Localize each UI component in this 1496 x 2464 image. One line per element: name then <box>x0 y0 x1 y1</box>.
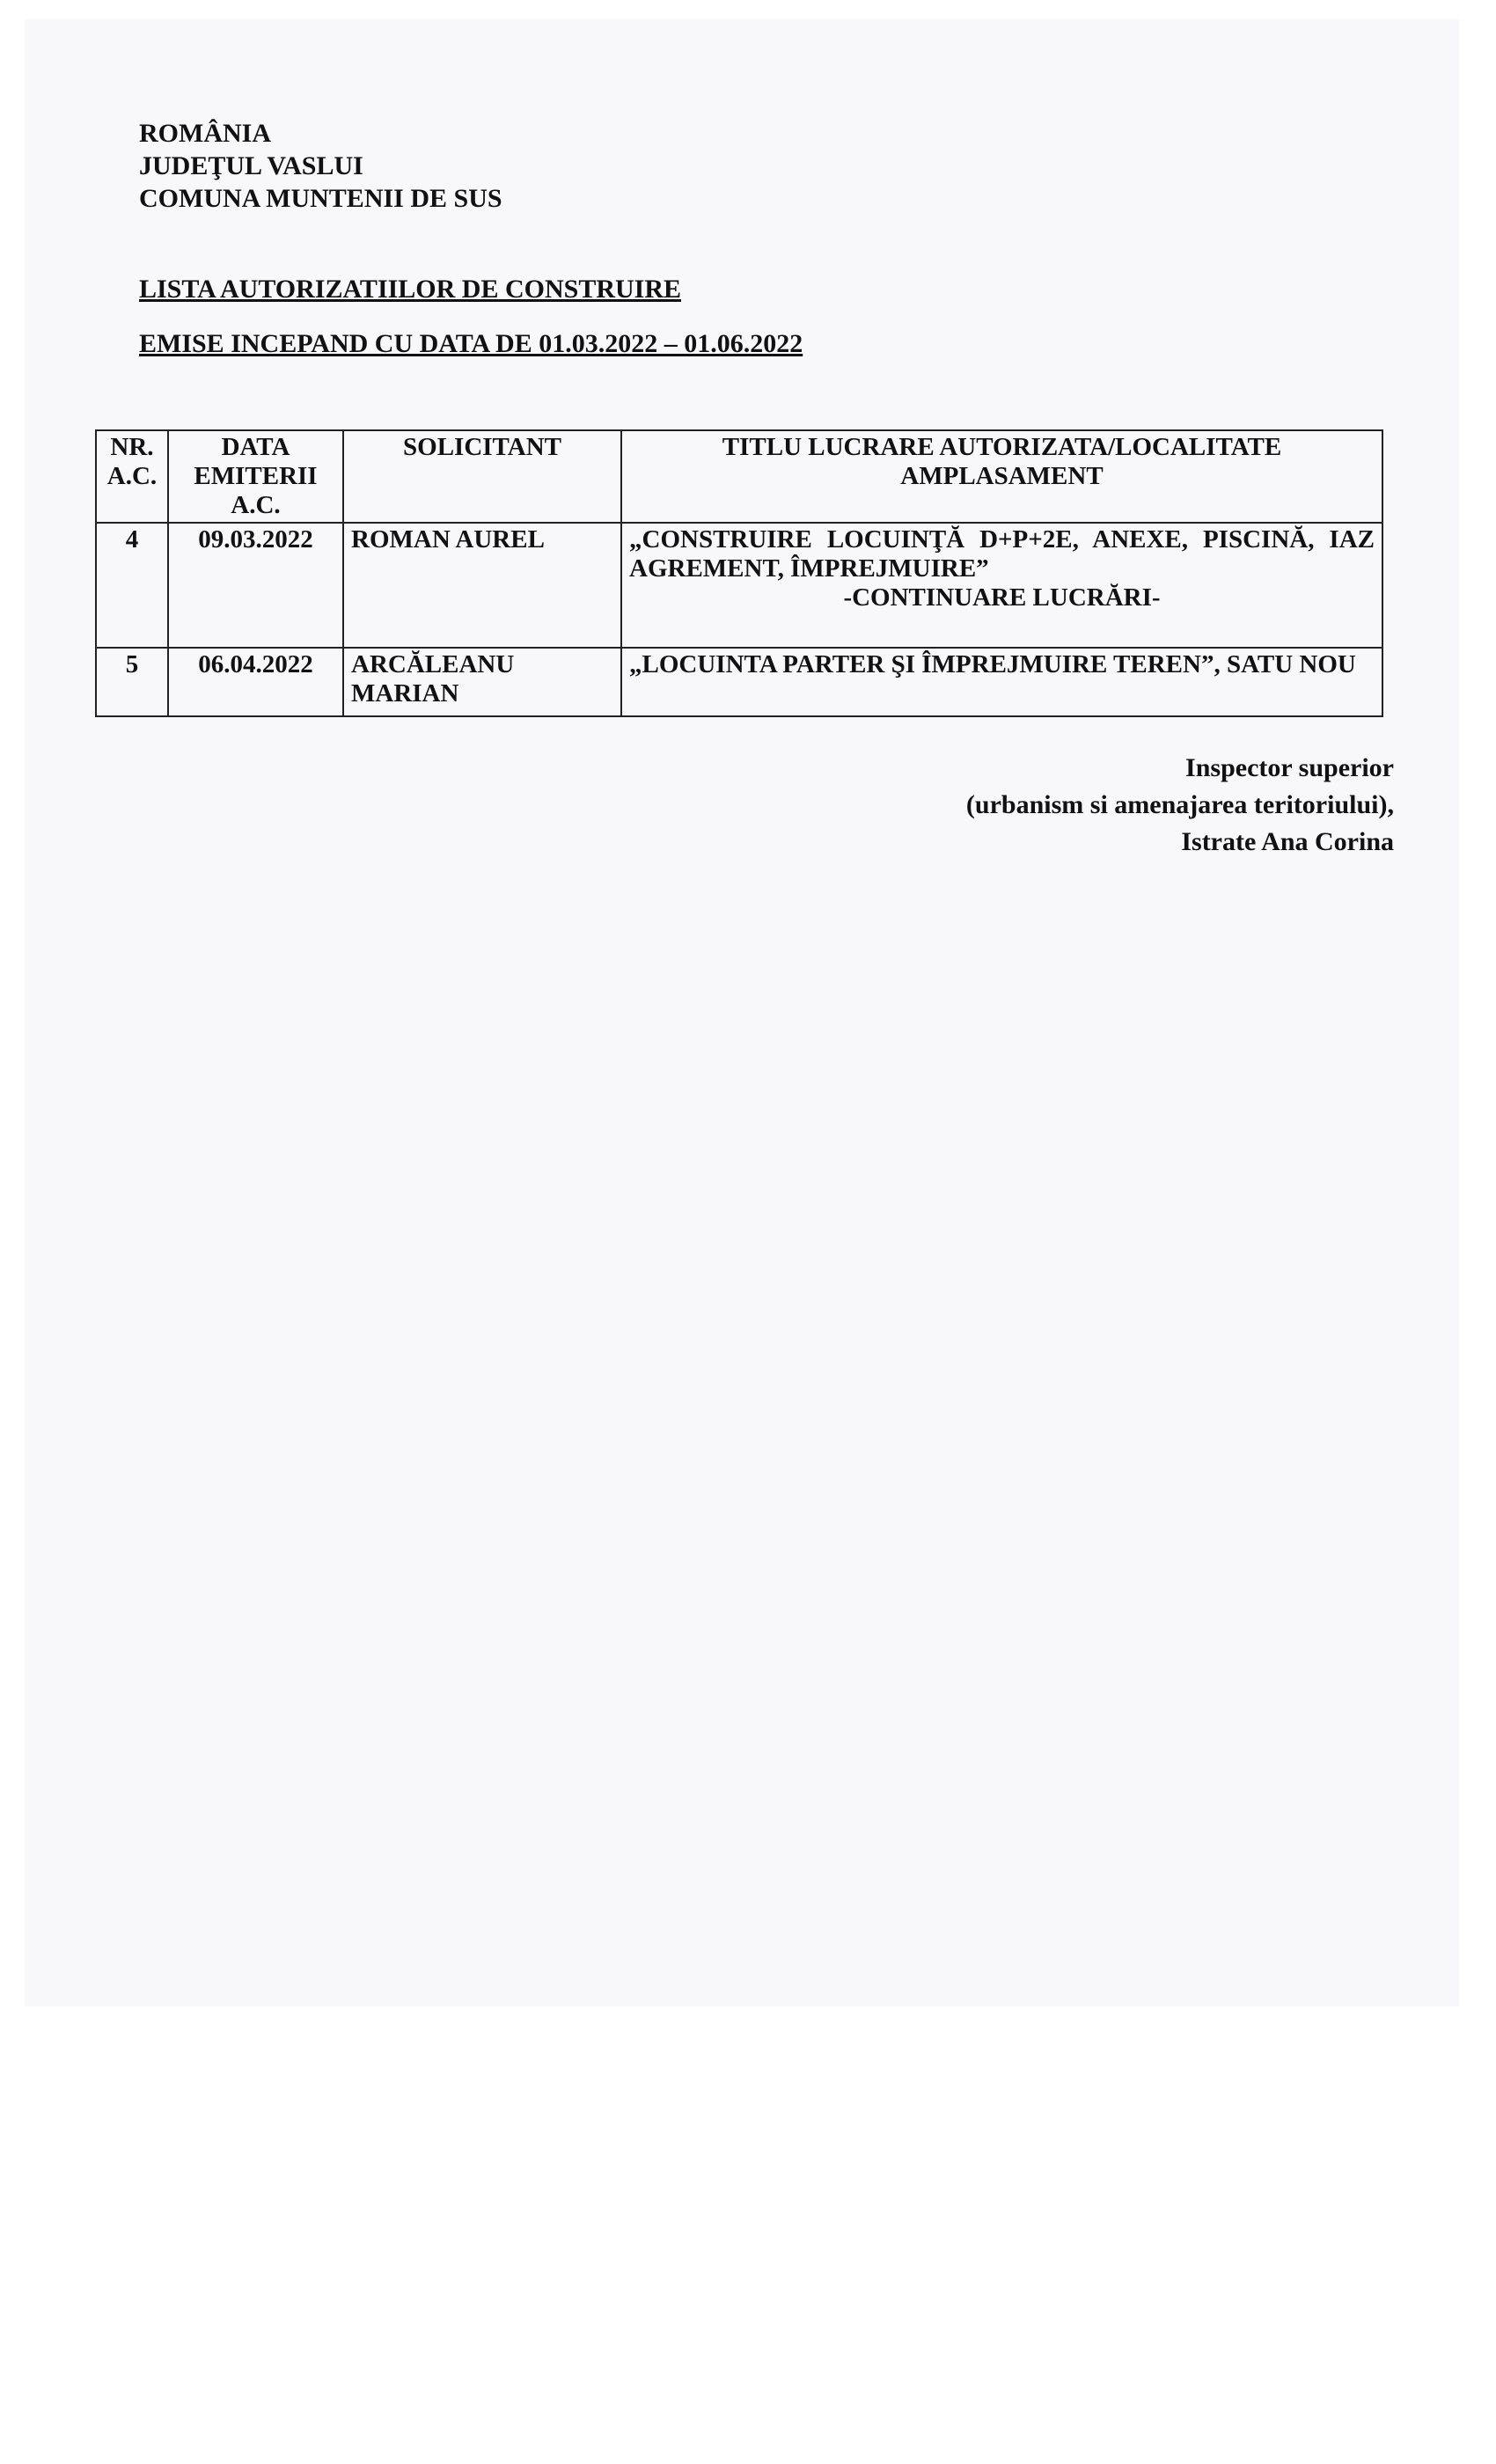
header-work-title: TITLU LUCRARE AUTORIZATA/LOCALITATE AMPLASAMENT <box>621 430 1382 523</box>
table-row <box>96 648 1382 716</box>
cell-work-title <box>621 648 1382 716</box>
signatory-role: Inspector superior <box>1185 753 1394 782</box>
document-subtitle: EMISE INCEPAND CU DATA DE 01.03.2022 – 01.06.2022 <box>139 329 803 358</box>
work-title-text: „CONSTRUIRE LOCUINŢĂ D+P+2E, ANEXE, PISCINĂ, IAZ AGREMENT, ÎMPREJMUIRE” <box>629 525 1375 583</box>
signatory-department: (urbanism si amenajarea teritoriului), <box>965 790 1394 819</box>
scanned-page <box>25 19 1459 2006</box>
signatory-name: Istrate Ana Corina <box>1181 827 1394 856</box>
cell-applicant: ARCĂLEANU MARIAN <box>343 648 621 716</box>
county-name: JUDEŢUL VASLUI <box>139 151 363 180</box>
work-title-note: -CONTINUARE LUCRĂRI- <box>843 583 1161 612</box>
cell-date: 06.04.2022 <box>168 648 343 716</box>
work-title-text: „LOCUINTA PARTER ŞI ÎMPREJMUIRE TEREN”, SATU NOU <box>629 650 1356 678</box>
commune-name: COMUNA MUNTENII DE SUS <box>139 184 502 213</box>
cell-nr: 5 <box>96 648 168 716</box>
table-header-row <box>96 430 1382 523</box>
header-date: DATA EMITERII A.C. <box>168 430 343 523</box>
cell-applicant: ROMAN AUREL <box>343 523 621 648</box>
cell-work-title <box>621 523 1382 648</box>
header-nr: NR. A.C. <box>96 430 168 523</box>
table-row <box>96 523 1382 648</box>
header-applicant: SOLICITANT <box>343 430 621 523</box>
cell-nr: 4 <box>96 523 168 648</box>
document-header <box>139 117 502 215</box>
cell-date: 09.03.2022 <box>168 523 343 648</box>
document-title: LISTA AUTORIZATIILOR DE CONSTRUIRE <box>139 275 682 304</box>
permits-table <box>95 429 1383 717</box>
country-name: ROMÂNIA <box>139 119 271 148</box>
signature-block <box>966 750 1394 861</box>
